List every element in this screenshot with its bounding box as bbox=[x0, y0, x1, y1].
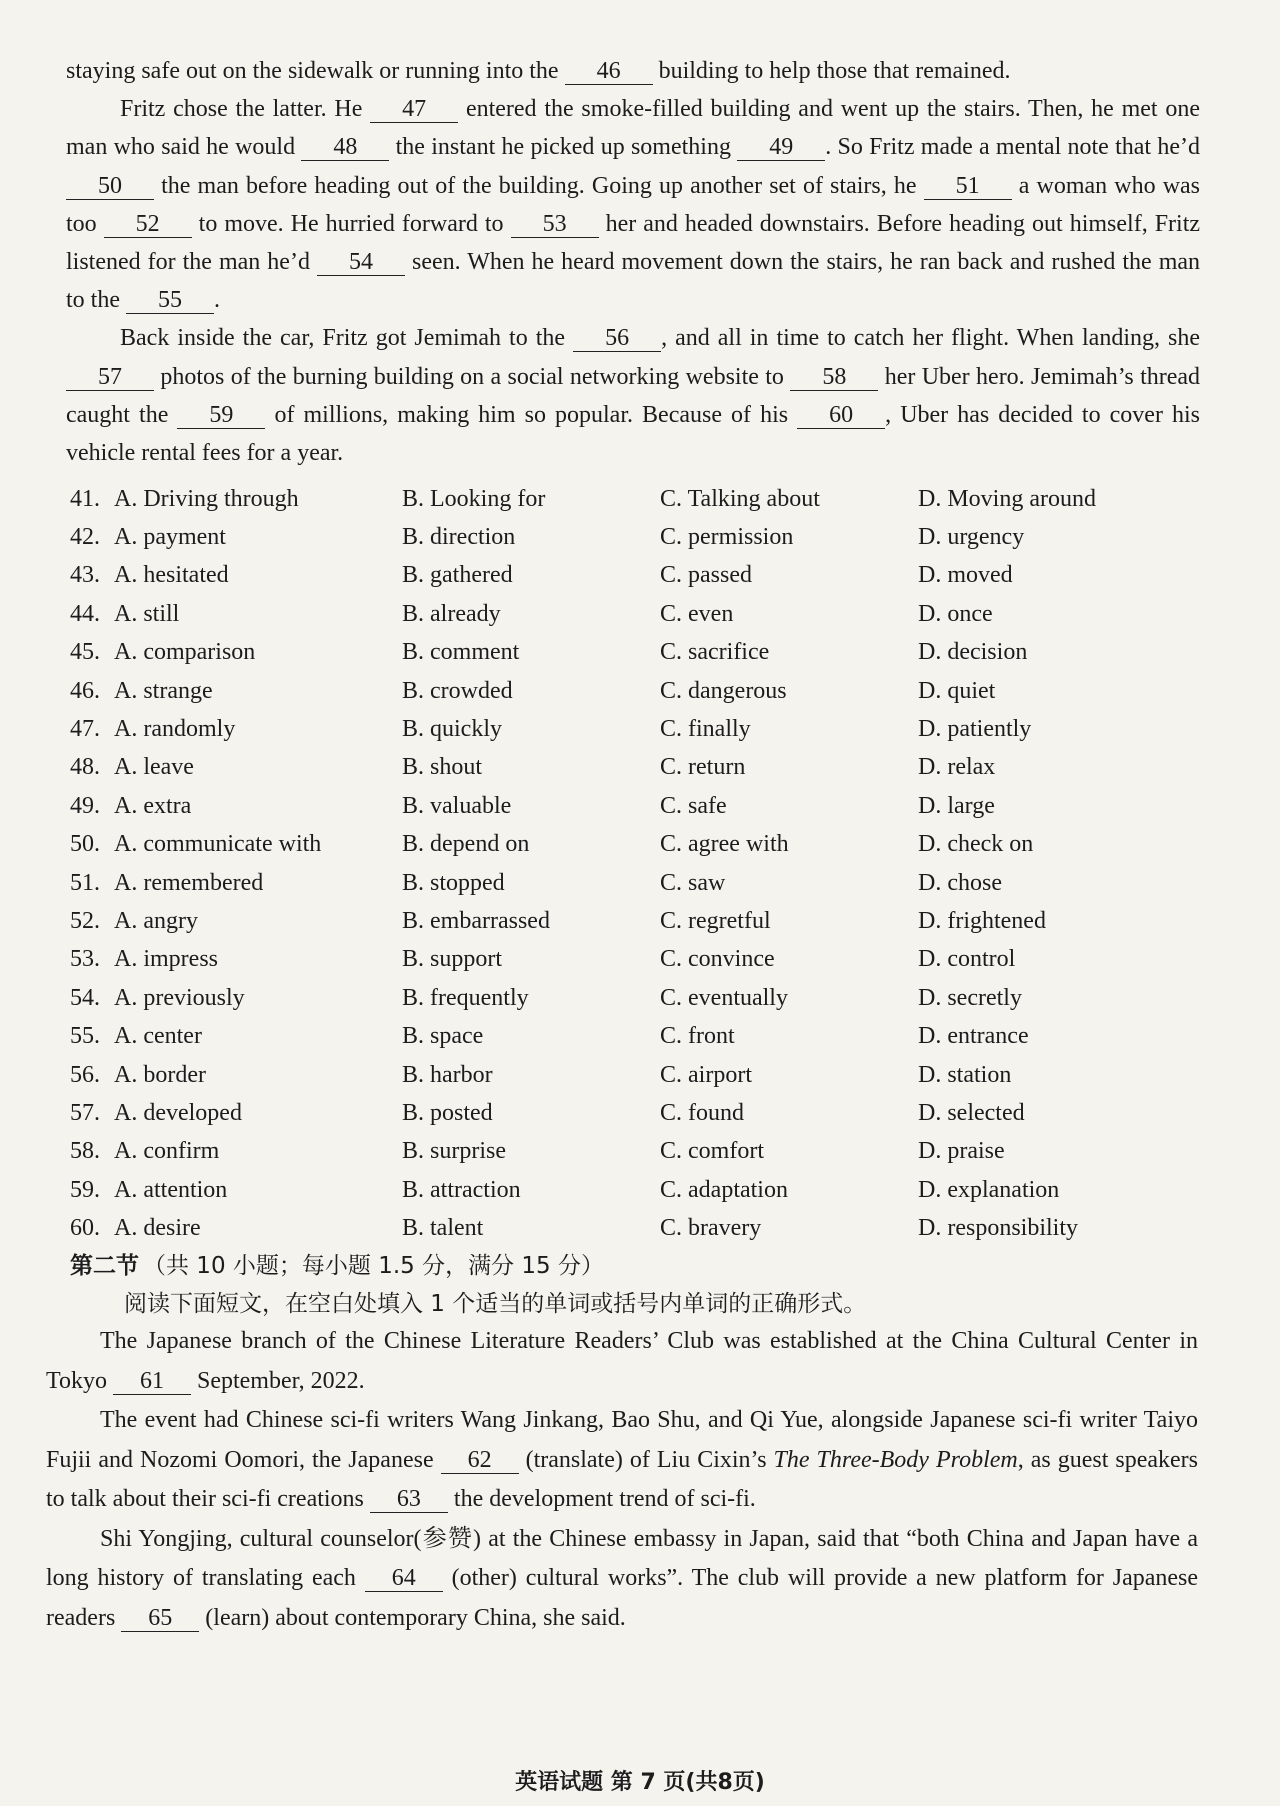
option-c: C. agree with bbox=[660, 831, 789, 858]
option-b: B. valuable bbox=[402, 792, 512, 819]
option-a: A. extra bbox=[114, 792, 192, 819]
option-d: D. patiently bbox=[918, 716, 1032, 743]
paragraph-2 bbox=[46, 1401, 1198, 1520]
option-d: D. entrance bbox=[918, 1023, 1029, 1050]
question-number: 59. bbox=[70, 1176, 100, 1203]
option-a: A. developed bbox=[114, 1099, 242, 1126]
blank-51: 51 bbox=[924, 173, 1012, 200]
question-number: 56. bbox=[70, 1061, 100, 1088]
text: , Uber has decided to cover his vehicle rental fees for a year. bbox=[66, 401, 1200, 467]
option-row-46 bbox=[70, 672, 1200, 710]
option-d: D. secretly bbox=[918, 984, 1022, 1011]
option-row-45 bbox=[70, 634, 1200, 672]
option-c: C. dangerous bbox=[660, 677, 787, 704]
option-row-49 bbox=[70, 787, 1200, 825]
option-a: A. center bbox=[114, 1023, 202, 1050]
option-d: D. station bbox=[918, 1061, 1012, 1088]
option-row-59 bbox=[70, 1171, 1200, 1209]
option-row-48 bbox=[70, 749, 1200, 787]
paragraph-3 bbox=[46, 1520, 1198, 1639]
book-title: The Three-Body Problem bbox=[773, 1446, 1018, 1473]
option-row-44 bbox=[70, 595, 1200, 633]
option-row-56 bbox=[70, 1056, 1200, 1094]
option-d: D. quiet bbox=[918, 677, 996, 704]
text: Back inside the car, Fritz got Jemimah to the bbox=[120, 325, 566, 352]
text: photos of the burning building on a social networking website to bbox=[160, 363, 784, 390]
option-a: A. impress bbox=[114, 946, 218, 973]
blank-50: 50 bbox=[66, 173, 154, 200]
section-2-header bbox=[70, 1247, 1200, 1323]
option-row-53 bbox=[70, 941, 1200, 979]
section-note: （共 10 小题；每小题 1.5 分，满分 15 分） bbox=[143, 1253, 604, 1279]
text: the instant he picked up something bbox=[395, 134, 731, 161]
blank-61: 61 bbox=[113, 1368, 191, 1395]
option-c: C. permission bbox=[660, 524, 794, 551]
option-row-47 bbox=[70, 710, 1200, 748]
option-a: A. still bbox=[114, 600, 180, 627]
question-number: 50. bbox=[70, 831, 100, 858]
option-b: B. attraction bbox=[402, 1176, 521, 1203]
blank-59: 59 bbox=[177, 402, 265, 429]
question-number: 60. bbox=[70, 1215, 100, 1242]
option-a: A. border bbox=[114, 1061, 206, 1088]
option-d: D. responsibility bbox=[918, 1215, 1078, 1242]
question-number: 53. bbox=[70, 946, 100, 973]
blank-63: 63 bbox=[370, 1486, 448, 1513]
text: building to help those that remained. bbox=[658, 58, 1011, 84]
option-row-51 bbox=[70, 864, 1200, 902]
text: . bbox=[214, 287, 220, 314]
answer-options bbox=[70, 480, 1200, 1248]
option-c: C. safe bbox=[660, 792, 727, 819]
question-number: 48. bbox=[70, 754, 100, 781]
option-a: A. angry bbox=[114, 907, 198, 934]
blank-47: 47 bbox=[370, 96, 458, 123]
option-c: C. adaptation bbox=[660, 1176, 788, 1203]
option-c: C. passed bbox=[660, 562, 752, 589]
option-b: B. already bbox=[402, 600, 501, 627]
option-c: C. Talking about bbox=[660, 485, 820, 512]
option-a: A. desire bbox=[114, 1215, 201, 1242]
text: , as guest speakers to talk about their sci-fi creations bbox=[46, 1446, 1198, 1512]
question-number: 47. bbox=[70, 716, 100, 743]
option-row-60 bbox=[70, 1209, 1200, 1247]
blank-53: 53 bbox=[511, 211, 599, 238]
option-b: B. posted bbox=[402, 1099, 493, 1126]
blank-65: 65 bbox=[121, 1605, 199, 1632]
text: of millions, making him so popular. Because of his bbox=[274, 401, 789, 428]
grammar-passage bbox=[46, 1322, 1198, 1638]
option-c: C. convince bbox=[660, 946, 775, 973]
blank-62: 62 bbox=[441, 1447, 519, 1474]
option-row-55 bbox=[70, 1017, 1200, 1055]
paragraph-3 bbox=[66, 319, 1200, 472]
text: to move. He hurried forward to bbox=[198, 210, 504, 237]
option-row-52 bbox=[70, 902, 1200, 940]
paragraph-1 bbox=[66, 52, 1200, 90]
text: staying safe out on the sidewalk or running into the bbox=[66, 58, 559, 84]
option-row-54 bbox=[70, 979, 1200, 1017]
option-c: C. return bbox=[660, 754, 746, 781]
option-c: C. bravery bbox=[660, 1215, 762, 1242]
text: . So Fritz made a mental note that he’d bbox=[825, 134, 1201, 161]
text: the development trend of sci-fi. bbox=[453, 1486, 756, 1512]
option-b: B. surprise bbox=[402, 1138, 506, 1165]
option-a: A. comparison bbox=[114, 639, 256, 666]
option-d: D. frightened bbox=[918, 907, 1046, 934]
blank-56: 56 bbox=[573, 325, 661, 352]
option-row-41 bbox=[70, 480, 1200, 518]
blank-64: 64 bbox=[365, 1565, 443, 1592]
option-c: C. found bbox=[660, 1099, 744, 1126]
option-a: A. communicate with bbox=[114, 831, 322, 858]
option-b: B. talent bbox=[402, 1215, 484, 1242]
option-d: D. check on bbox=[918, 831, 1034, 858]
text: her Uber hero. Jemimah’s thread caught the bbox=[66, 363, 1201, 428]
option-b: B. frequently bbox=[402, 984, 529, 1011]
option-b: B. gathered bbox=[402, 562, 513, 589]
blank-52: 52 bbox=[104, 211, 192, 238]
option-a: A. hesitated bbox=[114, 562, 229, 589]
option-a: A. randomly bbox=[114, 716, 236, 743]
text: her and headed downstairs. Before heading out himself, Fritz listened for the man he’d bbox=[66, 210, 1201, 276]
option-c: C. eventually bbox=[660, 984, 788, 1011]
option-d: D. selected bbox=[918, 1099, 1025, 1126]
option-b: B. embarrassed bbox=[402, 907, 550, 934]
option-b: B. Looking for bbox=[402, 485, 546, 512]
option-c: C. front bbox=[660, 1023, 735, 1050]
page-footer: 英语试题 第 7 页(共8页) bbox=[515, 1770, 765, 1795]
option-a: A. Driving through bbox=[114, 485, 299, 512]
text: The Japanese branch of the Chinese Literature Readers’ Club was established at the China Cultural Center in Tokyo bbox=[46, 1328, 1198, 1394]
option-b: B. direction bbox=[402, 524, 516, 551]
question-number: 43. bbox=[70, 562, 100, 589]
option-a: A. attention bbox=[114, 1176, 228, 1203]
question-number: 54. bbox=[70, 984, 100, 1011]
blank-48: 48 bbox=[301, 134, 389, 161]
question-number: 52. bbox=[70, 907, 100, 934]
question-number: 44. bbox=[70, 600, 100, 627]
option-d: D. control bbox=[918, 946, 1016, 973]
blank-57: 57 bbox=[66, 364, 154, 391]
text: entered the smoke-filled building and went up the stairs. Then, he met one man who said he would bbox=[66, 96, 1200, 161]
cloze-passage bbox=[66, 52, 1200, 472]
text: a woman who was too bbox=[66, 172, 1201, 237]
option-a: A. remembered bbox=[114, 869, 264, 896]
text: Shi Yongjing, cultural counselor(参赞) at the Chinese embassy in Japan, said that “both China and Japan have a long history of translating each bbox=[46, 1525, 1198, 1591]
text: the man before heading out of the building. Going up another set of stairs, he bbox=[161, 172, 917, 199]
question-number: 51. bbox=[70, 869, 100, 896]
text: The event had Chinese sci-fi writers Wang Jinkang, Bao Shu, and Qi Yue, alongside Japanese sci-fi writer Taiyo Fujii and Nozomi Oomori, the Japanese bbox=[46, 1407, 1198, 1473]
paragraph-2 bbox=[66, 90, 1200, 319]
option-b: B. space bbox=[402, 1023, 484, 1050]
blank-46: 46 bbox=[565, 58, 653, 85]
option-b: B. crowded bbox=[402, 677, 513, 704]
option-d: D. large bbox=[918, 792, 995, 819]
option-a: A. leave bbox=[114, 754, 194, 781]
section-title: 第二节 bbox=[70, 1253, 139, 1279]
option-b: B. stopped bbox=[402, 869, 505, 896]
text: , and all in time to catch her flight. When landing, she bbox=[661, 325, 1200, 352]
option-a: A. previously bbox=[114, 984, 245, 1011]
option-c: C. saw bbox=[660, 869, 726, 896]
option-d: D. Moving around bbox=[918, 485, 1096, 512]
question-number: 46. bbox=[70, 677, 100, 704]
question-number: 58. bbox=[70, 1138, 100, 1165]
option-c: C. regretful bbox=[660, 907, 771, 934]
option-d: D. decision bbox=[918, 639, 1028, 666]
text: (translate) of Liu Cixin’s bbox=[525, 1446, 767, 1473]
option-d: D. moved bbox=[918, 562, 1013, 589]
section-instruction: 阅读下面短文，在空白处填入 1 个适当的单词或括号内单词的正确形式。 bbox=[124, 1291, 867, 1317]
option-row-42 bbox=[70, 518, 1200, 556]
question-number: 49. bbox=[70, 792, 100, 819]
question-number: 45. bbox=[70, 639, 100, 666]
question-number: 42. bbox=[70, 524, 100, 551]
option-c: C. airport bbox=[660, 1061, 752, 1088]
option-d: D. chose bbox=[918, 869, 1002, 896]
option-c: C. comfort bbox=[660, 1138, 764, 1165]
option-a: A. payment bbox=[114, 524, 226, 551]
option-d: D. praise bbox=[918, 1138, 1005, 1165]
option-b: B. shout bbox=[402, 754, 483, 781]
text: September, 2022. bbox=[196, 1367, 365, 1394]
question-number: 55. bbox=[70, 1023, 100, 1050]
option-row-43 bbox=[70, 557, 1200, 595]
question-number: 57. bbox=[70, 1099, 100, 1126]
option-d: D. urgency bbox=[918, 524, 1025, 551]
text: Fritz chose the latter. He bbox=[120, 96, 363, 123]
option-c: C. sacrifice bbox=[660, 639, 770, 666]
text: (learn) about contemporary China, she said. bbox=[205, 1604, 626, 1631]
paragraph-1 bbox=[46, 1322, 1198, 1401]
option-row-58 bbox=[70, 1133, 1200, 1171]
option-b: B. comment bbox=[402, 639, 520, 666]
option-d: D. relax bbox=[918, 754, 996, 781]
text: (other) cultural works”. The club will provide a new platform for Japanese readers bbox=[46, 1565, 1199, 1631]
blank-49: 49 bbox=[737, 134, 825, 161]
blank-54: 54 bbox=[317, 249, 405, 276]
option-b: B. harbor bbox=[402, 1061, 493, 1088]
option-b: B. depend on bbox=[402, 831, 530, 858]
option-row-57 bbox=[70, 1094, 1200, 1132]
blank-55: 55 bbox=[126, 287, 214, 314]
question-number: 41. bbox=[70, 485, 100, 512]
blank-58: 58 bbox=[790, 364, 878, 391]
blank-60: 60 bbox=[797, 402, 885, 429]
option-a: A. strange bbox=[114, 677, 213, 704]
option-c: C. even bbox=[660, 600, 734, 627]
option-b: B. support bbox=[402, 946, 503, 973]
option-b: B. quickly bbox=[402, 716, 502, 743]
option-row-50 bbox=[70, 826, 1200, 864]
text: seen. When he heard movement down the stairs, he ran back and rushed the man to the bbox=[66, 249, 1201, 314]
option-a: A. confirm bbox=[114, 1138, 220, 1165]
option-d: D. explanation bbox=[918, 1176, 1060, 1203]
option-c: C. finally bbox=[660, 716, 751, 743]
option-d: D. once bbox=[918, 600, 993, 627]
